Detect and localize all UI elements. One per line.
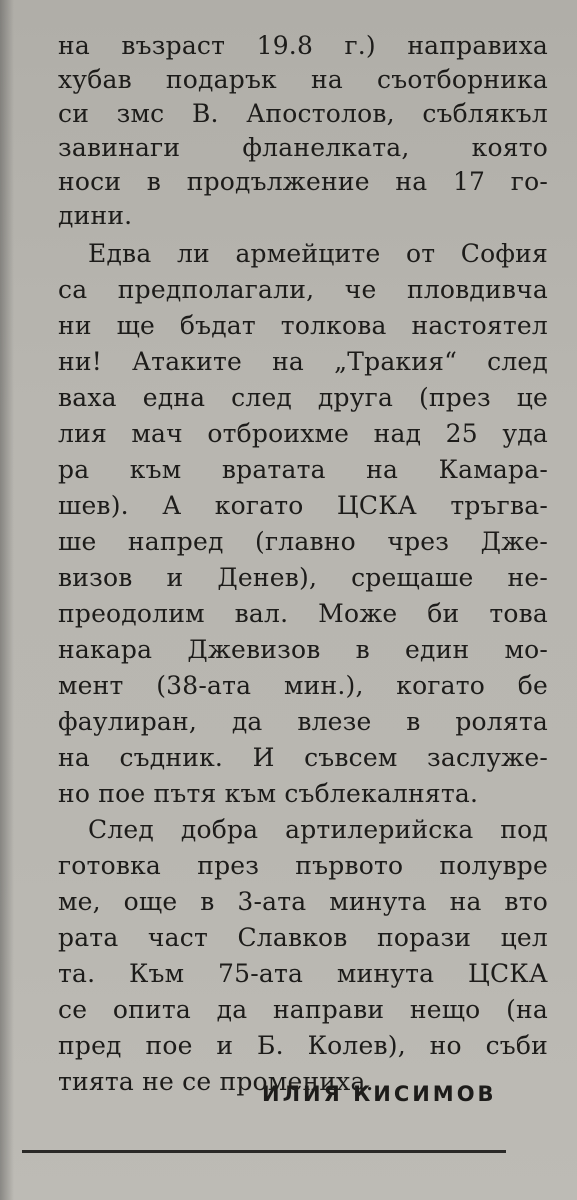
text-line: визов и Денев), срещаше не-	[58, 563, 548, 592]
text-line: шев). А когато ЦСКА тръгва-	[58, 491, 548, 520]
text-line: носи в продължение на 17 го-	[58, 167, 548, 196]
text-line: завинаги фланелката, която	[58, 133, 548, 162]
text-line: ни ще бъдат толкова настоятел	[58, 311, 548, 340]
text-line: ме, още в 3-ата минута на вто	[58, 887, 548, 916]
text-line: са предполагали, че пловдивча	[58, 275, 548, 304]
text-line: фаулиран, да влезе в ролята	[58, 707, 548, 736]
text-line: ваха една след друга (през це	[58, 383, 548, 412]
text-line: на съдник. И съвсем заслуже-	[58, 743, 548, 772]
text-line: рата част Славков порази цел	[58, 923, 548, 952]
text-line: дини.	[58, 201, 133, 230]
text-line: накара Джевизов в един мо-	[58, 635, 548, 664]
paragraph-start: След добра артилерийска под	[88, 815, 548, 844]
text-line: на възраст 19.8 г.) направиха	[58, 31, 548, 60]
text-line: ше напред (главно чрез Дже-	[58, 527, 548, 556]
text-line: ра към вратата на Камара-	[58, 455, 548, 484]
text-line: лия мач отброихме над 25 уда	[58, 419, 548, 448]
author-byline: ИЛИЯ КИСИМОВ	[262, 1082, 497, 1106]
text-line: но пое пътя към съблекалнята.	[58, 779, 479, 808]
text-line: си змс В. Апостолов, съблякъл	[58, 99, 548, 128]
text-line: се опита да направи нещо (на	[58, 995, 548, 1024]
text-line: преодолим вал. Може би това	[58, 599, 548, 628]
text-line: готовка през първото полувре	[58, 851, 548, 880]
text-line: тията не се промениха.	[58, 1067, 374, 1096]
text-line: ни! Атаките на „Тракия“ след	[58, 347, 548, 376]
text-line: пред пое и Б. Колев), но съби	[58, 1031, 548, 1060]
text-line: мент (38-ата мин.), когато бе	[58, 671, 548, 700]
text-line: та. Към 75-ата минута ЦСКА	[58, 959, 548, 988]
divider-rule	[22, 1150, 506, 1153]
text-line: хубав подарък на съотборника	[58, 65, 548, 94]
paragraph-start: Едва ли армейците от София	[88, 239, 548, 268]
